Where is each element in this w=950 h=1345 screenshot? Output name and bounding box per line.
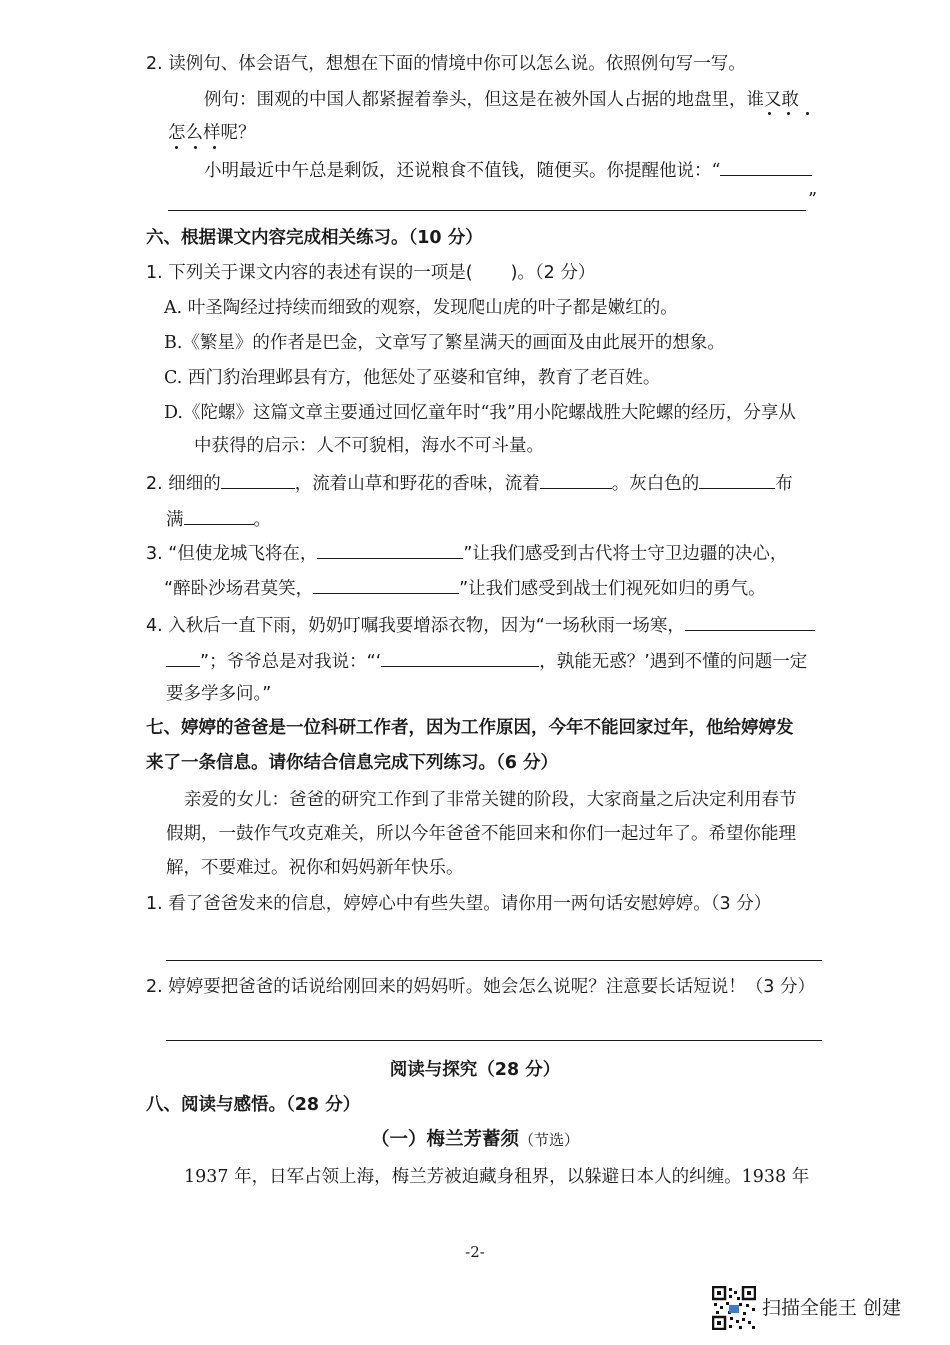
emphasis-dot	[806, 112, 809, 115]
message-line3: 解，不要难过。祝你和妈妈新年快乐。	[166, 858, 464, 878]
answer-line[interactable]	[166, 960, 822, 961]
passage-line1: 1937 年，日军占领上海，梅兰芳被迫藏身租界，以躲避日本人的纠缠。1938 年	[184, 1167, 810, 1187]
q6-4-line2	[166, 648, 807, 674]
answer-blank[interactable]	[313, 575, 459, 594]
q6-2-line2	[166, 506, 271, 532]
q6-3-text: ”让我们感受到战士们视死如归的勇气。	[459, 579, 766, 599]
answer-blank[interactable]	[317, 540, 463, 559]
passage-title-note: （节选）	[519, 1131, 580, 1149]
message-line2: 假期，一鼓作气攻克难关，所以今年爸爸不能回来和你们一起过年了。希望你能理	[166, 824, 796, 844]
q7-2: 2. 婷婷要把爸爸的话说给刚回来的妈妈听。她会怎么说呢？注意要长话短说！（3 分）	[146, 977, 815, 997]
page-number: -2-	[465, 1243, 485, 1261]
example-sentence-line1: 例句：围观的中国人都紧握着拳头，但这是在被外国人占据的地盘里，谁又敢	[204, 90, 799, 110]
q6-4-line1	[146, 612, 815, 638]
q6-1-prefix: 1. 下列关于课文内容的表述有误的一项是(	[146, 263, 473, 283]
q7-1: 1. 看了爸爸发来的信息，婷婷心中有些失望。请你用一两句话安慰婷婷。（3 分）	[146, 894, 772, 914]
q6-2-text: 布	[775, 474, 793, 494]
q6-3-line1	[146, 540, 787, 566]
emphasis-dot	[213, 146, 216, 149]
option-a[interactable]: A. 叶圣陶经过持续而细致的观察，发现爬山虎的叶子都是嫩红的。	[164, 298, 678, 318]
qr-code-icon	[712, 1286, 756, 1330]
q6-4-line3: 要多学多问。”	[166, 684, 272, 704]
q6-3-text: “醉卧沙场君莫笑，	[164, 579, 314, 599]
q5-2-title: 2. 读例句、体会语气，想想在下面的情境中你可以怎么说。依照例句写一写。	[146, 54, 746, 74]
option-d-line2: 中获得的启示：人不可貌相，海水不可斗量。	[194, 436, 544, 456]
answer-blank[interactable]	[166, 648, 200, 667]
option-c[interactable]: C. 西门豹治理邺县有方，他惩处了巫婆和官绅，教育了老百姓。	[164, 368, 661, 388]
scanner-watermark-text: 扫描全能王 创建	[762, 1297, 902, 1319]
emphasis-dot	[194, 146, 197, 149]
answer-line[interactable]	[168, 210, 806, 211]
q6-3-line2	[164, 575, 766, 601]
q6-2-text: ，流着山草和野花的香味，流着	[294, 474, 540, 494]
answer-blank[interactable]	[720, 157, 812, 176]
option-b[interactable]: B.《繁星》的作者是巴金，文章写了繁星满天的画面及由此展开的想象。	[164, 333, 725, 353]
emphasis-dot	[768, 112, 771, 115]
section7-heading-line1: 七、婷婷的爸爸是一位科研工作者，因为工作原因，今年不能回家过年，他给婷婷发	[146, 718, 794, 738]
q6-2-line1	[146, 470, 793, 496]
answer-blank[interactable]	[221, 470, 295, 489]
answer-line[interactable]	[166, 1040, 822, 1041]
answer-blank[interactable]	[184, 506, 254, 525]
section6-heading: 六、根据课文内容完成相关练习。（10 分）	[146, 228, 483, 248]
emphasis-dot	[175, 146, 178, 149]
scenario-line1	[204, 157, 812, 183]
q6-2-text: 满	[166, 510, 184, 530]
close-quote: ”	[808, 190, 817, 210]
answer-blank[interactable]	[540, 470, 612, 489]
scenario-text: 小明最近中午总是剩饭，还说粮食不值钱，随便买。你提醒他说：“	[204, 161, 721, 181]
q6-2-text: 2. 细细的	[146, 474, 221, 494]
q6-4-text: ，孰能无惑？’遇到不懂的问题一定	[539, 652, 808, 672]
q6-3-text: 3. “但使龙城飞将在，	[146, 544, 318, 564]
example-sentence-line2: 怎么样呢？	[168, 123, 256, 143]
emphasis-dot	[787, 112, 790, 115]
answer-blank[interactable]	[685, 612, 815, 631]
section8-heading: 八、阅读与感悟。（28 分）	[146, 1095, 361, 1115]
q6-4-text: ”；爷爷总是对我说：“‘	[200, 652, 382, 672]
q6-4-text: 4. 入秋后一直下雨，奶奶叮嘱我要增添衣物，因为“一场秋雨一场寒，	[146, 616, 685, 636]
q6-3-text: ”让我们感受到古代将士守卫边疆的决心，	[463, 544, 788, 564]
answer-blank[interactable]	[699, 470, 775, 489]
q6-1-suffix: )。（2 分）	[510, 263, 596, 283]
option-d-line1[interactable]: D.《陀螺》这篇文章主要通过回忆童年时“我”用小陀螺战胜大陀螺的经历，分享从	[164, 403, 796, 423]
reading-section-title: 阅读与探究（28 分）	[389, 1060, 561, 1080]
section7-heading-line2: 来了一条信息。请你结合信息完成下列练习。（6 分）	[146, 753, 559, 773]
answer-blank[interactable]	[381, 648, 539, 667]
q6-1	[146, 261, 595, 285]
message-line1: 亲爱的女儿：爸爸的研究工作到了非常关键的阶段，大家商量之后决定利用春节	[184, 790, 797, 810]
passage-title	[0, 1128, 950, 1152]
q6-2-text: 。	[253, 510, 271, 530]
passage-title-text: （一）梅兰芳蓄须	[370, 1129, 519, 1150]
q6-2-text: 。灰白色的	[611, 474, 700, 494]
